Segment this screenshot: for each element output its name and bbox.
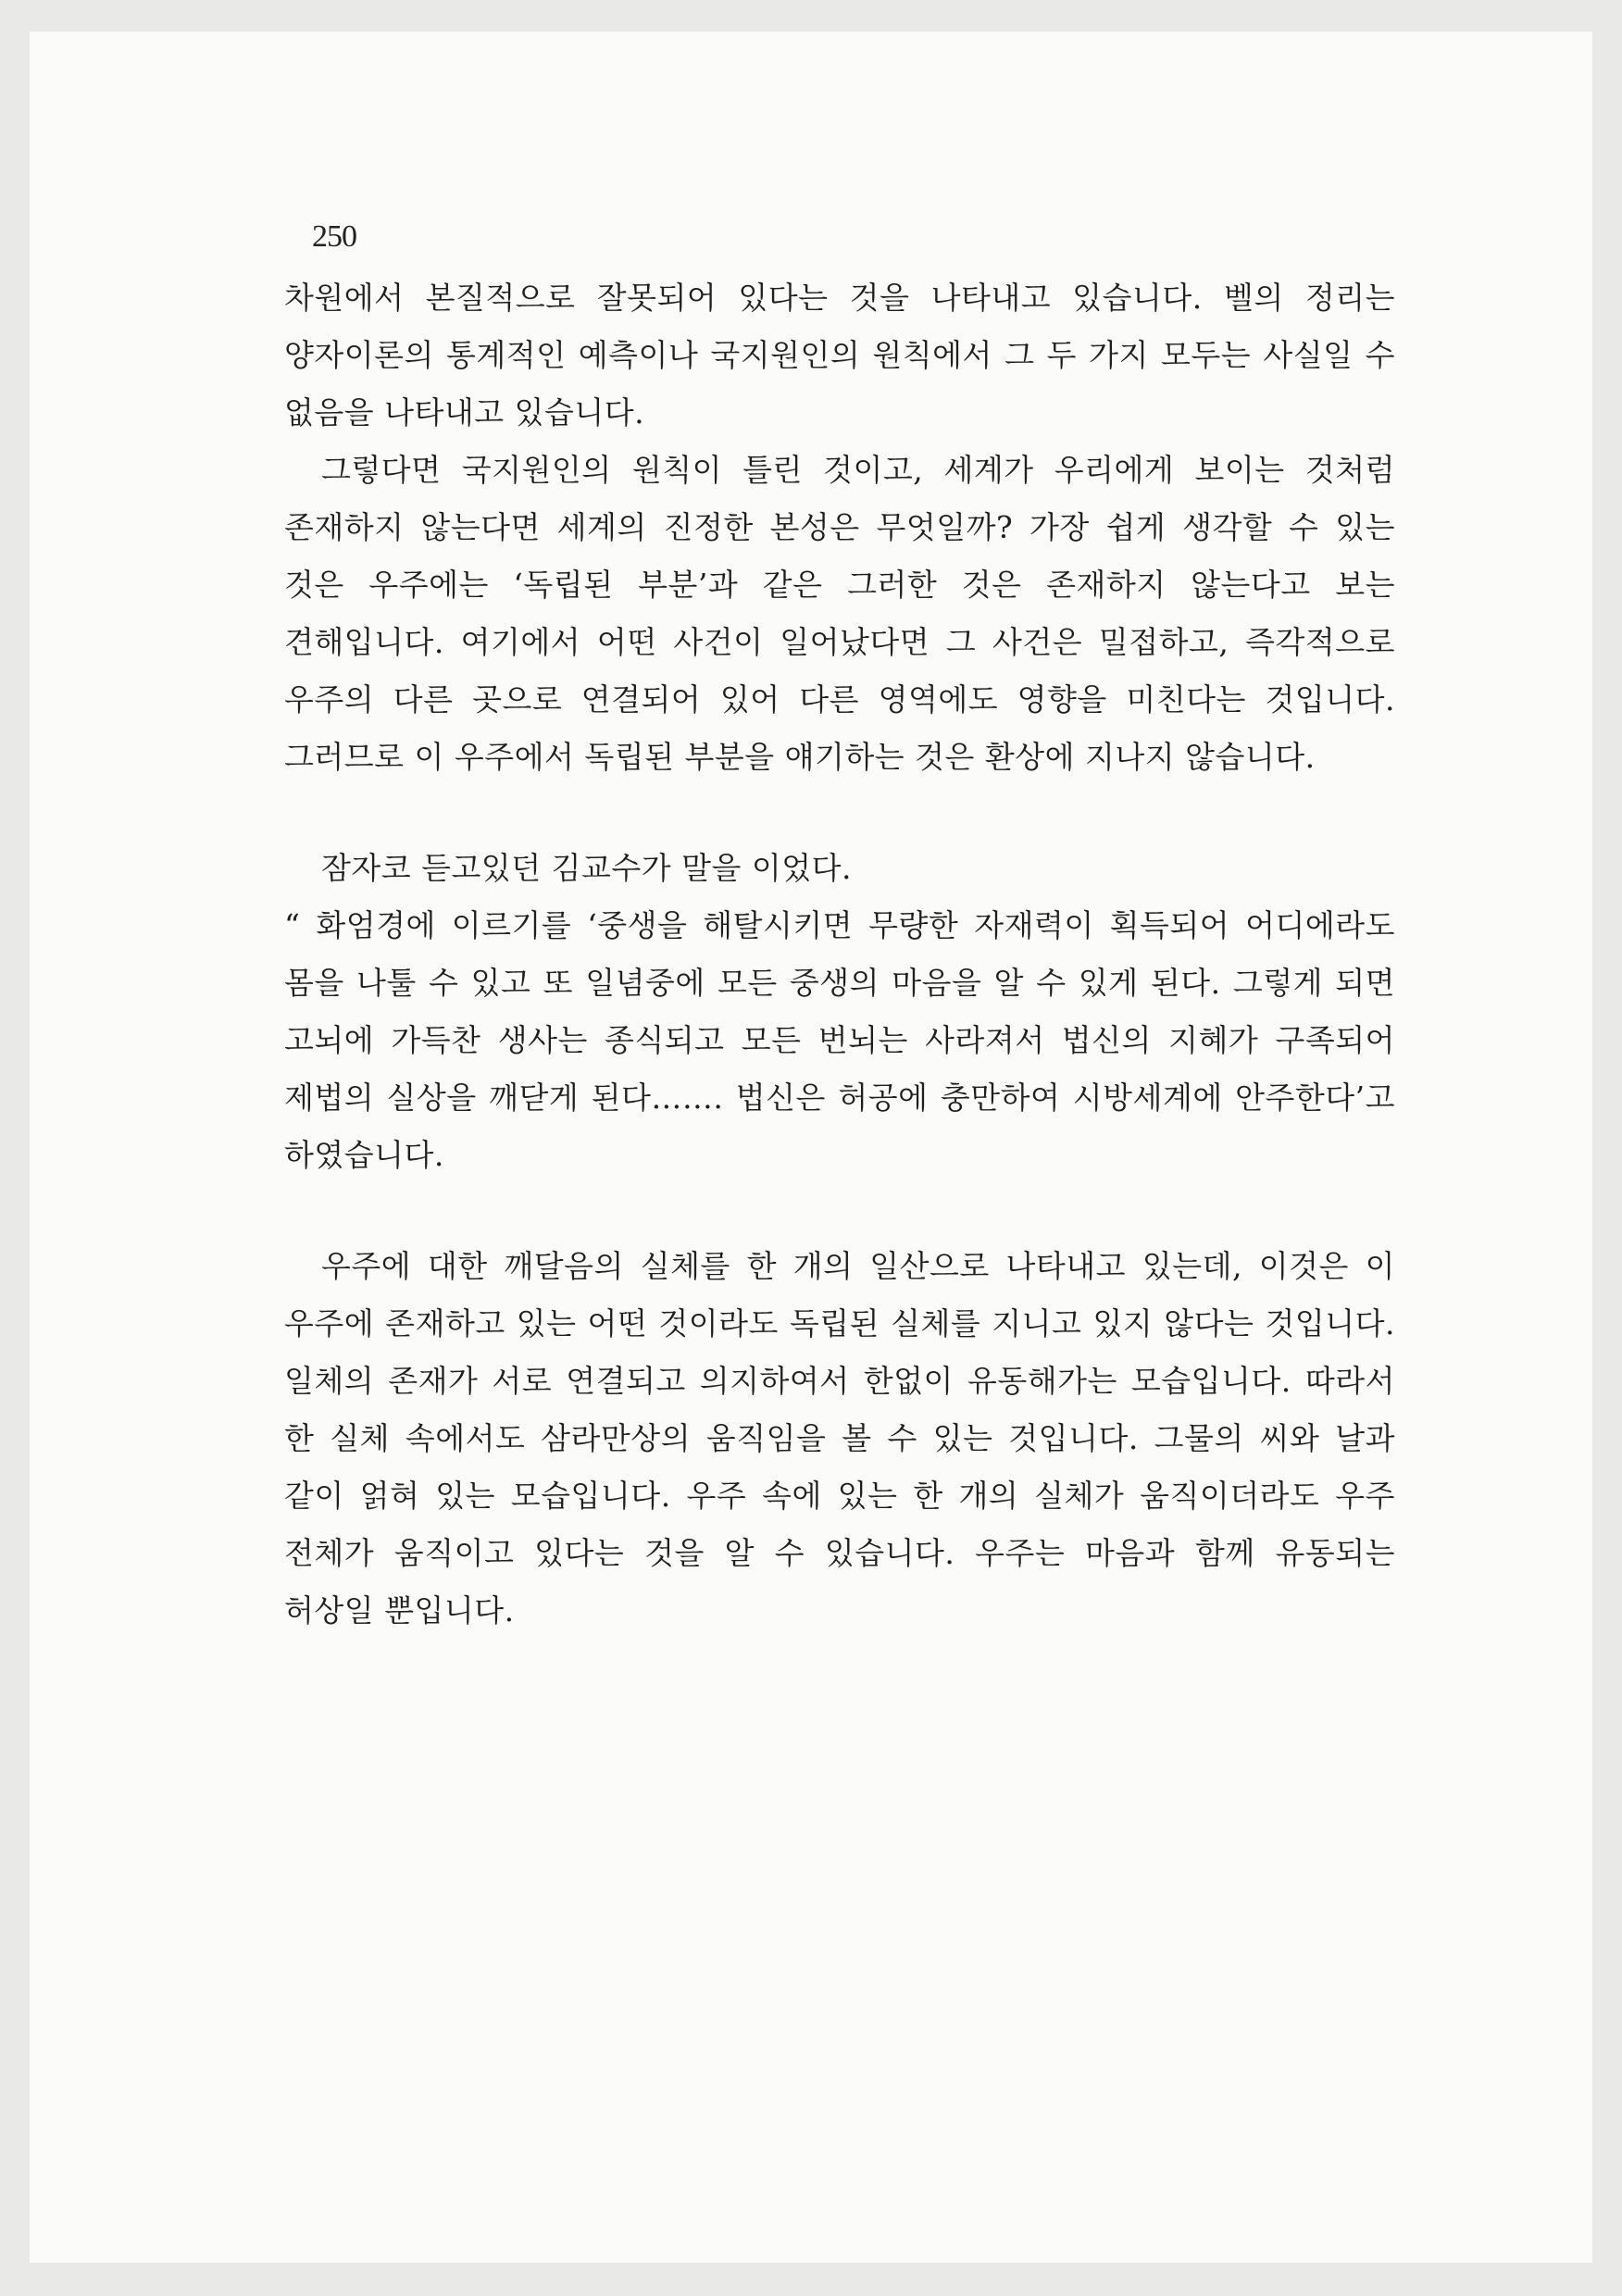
page-number: 250 <box>312 219 356 254</box>
page-content <box>284 193 1395 1640</box>
paragraph-professor-speaks: 잠자코 듣고있던 김교수가 말을 이었다. <box>321 850 852 886</box>
book-page <box>30 31 1592 2263</box>
paragraph-independent-parts: 그렇다면 국지원인의 원칙이 틀린 것이고, 세계가 우리에게 보이는 것처럼 존재하지 않는다면 세계의 진정한 본성은 무엇일까? 가장 쉽게 생각할 수 있는 것은 우주에는 ‘독립된 부분’과 같은 그러한 것은 존재하지 않는다고 보는 견해입니다. 여기에서 어떤 사건이 일어났다면 그 사건은 밀접하고, 즉각적으로 우주의 다른 곳으로 연결되어 있어 다른 영역에도 영향을 미친다는 것입니다. 그러므로 이 우주에서 독립된 부분을 얘기하는 것은 환상에 지나지 않습니다. <box>284 452 1395 775</box>
paragraph-avatamsaka-quote: “ 화엄경에 이르기를 ‘중생을 해탈시키면 무량한 자재력이 획득되어 어디에라도 몸을 나툴 수 있고 또 일념중에 모든 중생의 마음을 알 수 있게 된다. 그렇게 되면 고뇌에 가득찬 생사는 종식되고 모든 번뇌는 사라져서 법신의 지혜가 구족되어 제법의 실상을 깨닫게 된다……. 법신은 허공에 충만하여 시방세계에 안주한다’고 하였습니다. <box>284 907 1395 1173</box>
paragraph-universe-reality: 우주에 대한 깨달음의 실체를 한 개의 일산으로 나타내고 있는데, 이것은 이 우주에 존재하고 있는 어떤 것이라도 독립된 실체를 지니고 있지 않다는 것입니다. 일체의 존재가 서로 연결되고 의지하여서 한없이 유동해가는 모습입니다. 따라서 한 실체 속에서도 삼라만상의 움직임을 볼 수 있는 것입니다. 그물의 씨와 날과 같이 얽혀 있는 모습입니다. 우주 속에 있는 한 개의 실체가 움직이더라도 우주 전체가 움직이고 있다는 것을 알 수 있습니다. 우주는 마음과 함께 유동되는 허상일 뿐입니다. <box>284 1248 1395 1628</box>
paragraph-bells-theorem: 차원에서 본질적으로 잘못되어 있다는 것을 나타내고 있습니다. 벨의 정리는 양자이론의 통계적인 예측이나 국지원인의 원칙에서 그 두 가지 모두는 사실일 수 없음을 나타내고 있습니다. <box>284 280 1395 430</box>
paragraph-spacer <box>284 1184 1395 1238</box>
paragraph-spacer <box>284 786 1395 840</box>
